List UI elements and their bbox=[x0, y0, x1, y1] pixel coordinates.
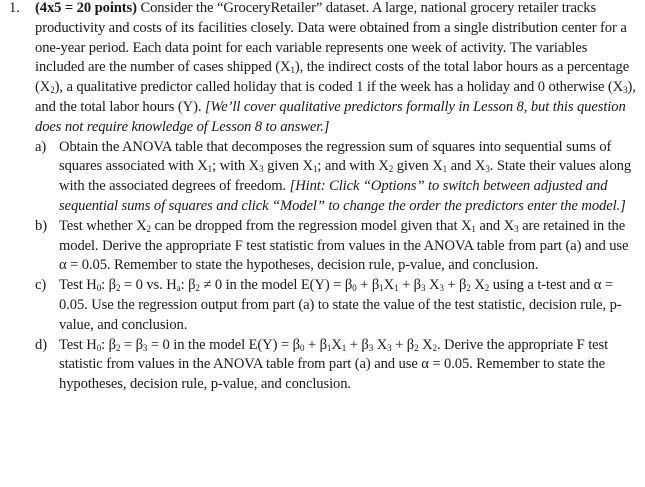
part-b bbox=[35, 217, 637, 276]
part-text: Obtain the ANOVA table that decomposes the regression sum of squares into sequential sums of squares associated with $X_1$; with $X_3$ given $X_1$; and with $X_2$ given $X_1$ and $X_3$. State their values along with the associated degrees of freedom. [Hint: Click “Options” to switch between adjusted and sequential sums of squares and click “Model” to change the order the predictors enter the model.] bbox=[59, 138, 632, 214]
part-label: d) bbox=[35, 336, 47, 353]
part-text: Test $H_0$: $\beta_2 = \beta_3 = 0$ in the model $E(Y) = \beta_0 + \beta_1X_1 + \beta_3$ $X_3 + \beta_2$ $X_2$. Derive the appropriate F test statistic from values in the ANOVA table from part (a) and use α = 0.05. Remember to state the hypotheses, decision rule, p-value, and conclusion. bbox=[59, 336, 609, 393]
part-c bbox=[35, 276, 637, 335]
part-label: c) bbox=[35, 277, 47, 294]
question-1 bbox=[8, 0, 637, 395]
part-d bbox=[35, 336, 637, 395]
part-text: Test whether $X_2$ can be dropped from the regression model given that $X_1$ and $X_3$ are retained in the model. Derive the appropriate F test statistic from values in the ANOVA table from part (a) and use α = 0.05. Remember to state the hypotheses, decision rule, p-value, and conclusion. bbox=[59, 217, 629, 274]
hint-text: [Hint: Click “Options” to switch between adjusted and sequential sums of squares and click “Model” to change the order the predictors enter the model.] bbox=[59, 178, 626, 214]
part-a bbox=[35, 138, 637, 217]
part-text: Test $H_0$: $\beta_2 = 0$ vs. $H_a$: $\beta_2 \ne 0$ in the model $E(Y) = \beta_0 + \beta_1X_1 + \beta_3$ $X_3 + \beta_2$ $X_2$ using a t-test and α = 0.05. Use the regression output from part (a) to state the value of the test statistic, decision rule, p-value, and conclusion. bbox=[59, 277, 622, 333]
parts-list bbox=[35, 138, 637, 395]
part-label: a) bbox=[35, 138, 47, 155]
points-label: (4x5 = 20 points) bbox=[35, 0, 137, 16]
question-number: 1. bbox=[9, 0, 20, 16]
question-intro: (4x5 = 20 points) Consider the “GroceryRetailer” dataset. A large, national grocery retailer tracks productivity and costs of its facilities closely. Data were obtained from a single distribution center for a one-year period. Each data point for each variable represents one week of activity. The variables included are the number of cases shipped $(X_1)$, the indirect costs of the total labor hours as a percentage $(X_2)$, a qualitative predictor called holiday that is coded 1 if the week has a holiday and 0 otherwise $(X_3)$, and the total labor hours (Y). [We’ll cover qualitative predictors formally in Lesson 8, but this question does not require knowledge of Lesson 8 to answer.] bbox=[35, 0, 636, 135]
part-label: b) bbox=[35, 217, 47, 234]
question-body bbox=[35, 0, 637, 395]
intro-note: [We’ll cover qualitative predictors formally in Lesson 8, but this question does not require knowledge of Lesson 8 to answer.] bbox=[35, 98, 626, 135]
